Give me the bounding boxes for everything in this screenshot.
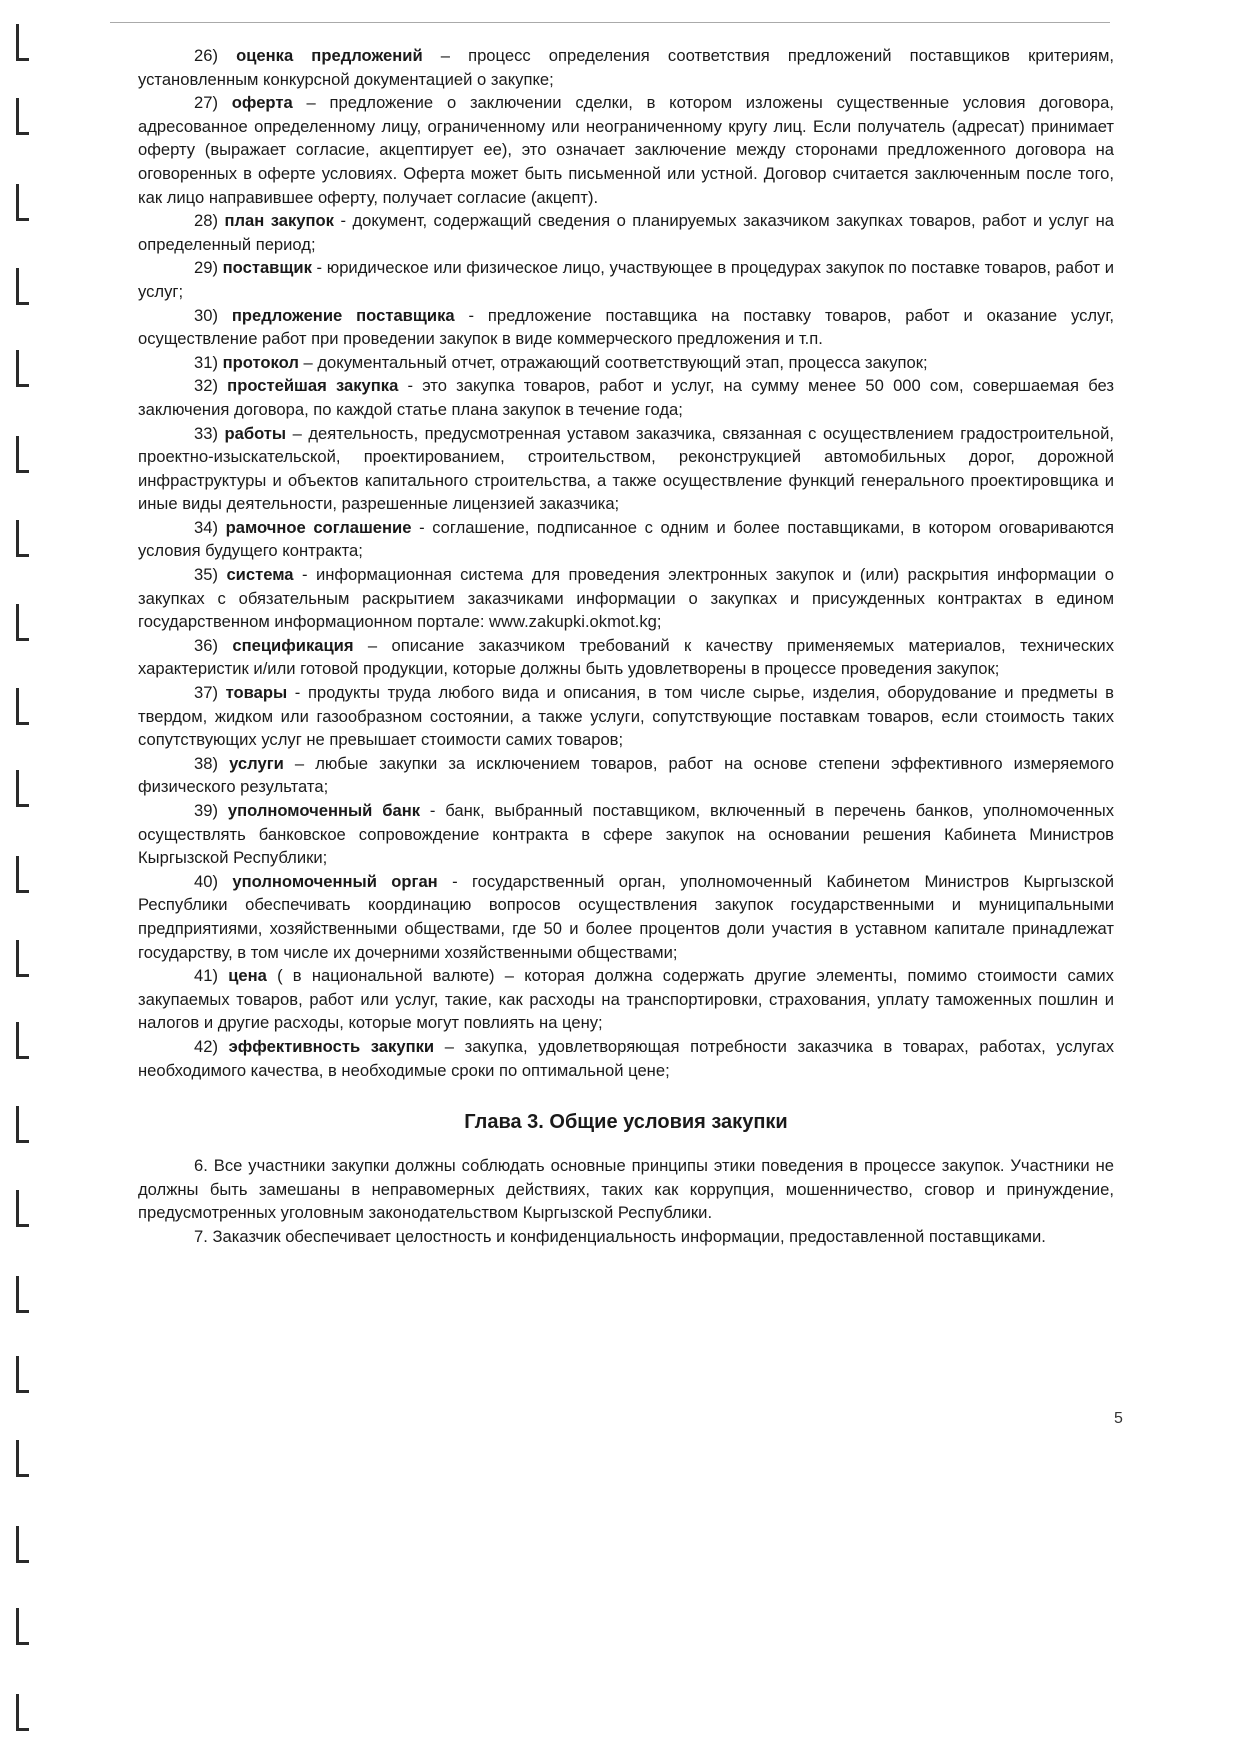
definition-term: уполномоченный орган bbox=[232, 871, 438, 891]
definition-term: оферта bbox=[231, 93, 293, 113]
definition-term: предложение поставщика bbox=[231, 305, 455, 325]
binding-mark bbox=[16, 1356, 29, 1393]
definition-item: 42) эффективность закупки – закупка, удовлетворяющая потребности заказчика в товарах, работах, услугах необходимого качества, в необходимые сроки по оптимальной цене; bbox=[138, 1036, 1114, 1080]
definition-term: спецификация bbox=[232, 635, 354, 655]
binding-marks bbox=[0, 0, 60, 1752]
document-body bbox=[138, 44, 1114, 1249]
definition-term: эффективность закупки bbox=[228, 1036, 435, 1056]
definition-item: 35) система - информационная система для проведения электронных закупок и (или) раскрытия информации о закупках с обязательным раскрытием заказчиками информации о закупках и присужденных контрактах в едином государственном информационном портале: www.zakupki.okmot.kg; bbox=[138, 565, 1114, 632]
definition-item: 38) услуги – любые закупки за исключением товаров, работ на основе степени эффективного измеряемого физического результата; bbox=[138, 753, 1114, 797]
binding-mark bbox=[16, 350, 29, 387]
definition-term: уполномоченный банк bbox=[227, 801, 421, 820]
definition-item: 34) рамочное соглашение - соглашение, подписанное с одним и более поставщиками, в котором оговариваются условия будущего контракта; bbox=[138, 517, 1114, 561]
binding-mark bbox=[16, 1022, 29, 1059]
definition-term: работы bbox=[224, 423, 287, 443]
binding-mark bbox=[16, 268, 29, 305]
definition-term: оценка предложений bbox=[236, 46, 423, 65]
definition-item: 39) уполномоченный банк - банк, выбранный поставщиком, включенный в перечень банков, уполномоченных осуществлять банковское сопровождение контракта в сфере закупок на основании решения Кабинета Министров Кыргызской Республики; bbox=[138, 801, 1114, 868]
clause-item: 7. Заказчик обеспечивает целостность и конфиденциальность информации, предоставленной поставщиками. bbox=[194, 1226, 1046, 1246]
definition-item: 32) простейшая закупка - это закупка товаров, работ и услуг, на сумму менее 50 000 сом, совершаемая без заключения договора, по каждой статье плана закупок в течение года; bbox=[138, 376, 1114, 419]
definition-item: 27) оферта – предложение о заключении сделки, в котором изложены существенные условия договора, адресованное определенному лицу, ограниченному или неограниченному кругу лиц. Если получатель (адресат) принимает оферту (выражает согласие, акцептирует ее), это означает заключение между сторонами предложенного договора на оговоренных в оферте условиях. Оферта может быть письменной или устной. Договор считается заключенным после того, как лицо направившее оферту, получает согласие (акцепт). bbox=[138, 93, 1114, 207]
chapter-heading: Глава 3. Общие условия закупки bbox=[464, 1111, 788, 1134]
top-edge-line bbox=[110, 22, 1110, 23]
definition-item: 40) уполномоченный орган - государственный орган, уполномоченный Кабинетом Министров Кыргызской Республики обеспечивать координацию вопросов осуществления закупок государственными и муниципальными предприятиями, хозяйственными обществами, где 50 и более процентов доли участия в уставном капитале принадлежат государству, в том числе их дочерними хозяйственными обществами; bbox=[138, 871, 1114, 962]
binding-mark bbox=[16, 1106, 29, 1143]
definition-item: 30) предложение поставщика - предложение поставщика на поставку товаров, работ и оказание услуг, осуществление работ при проведении закупок в виде коммерческого предложения и т.п. bbox=[138, 305, 1114, 349]
binding-mark bbox=[16, 1694, 29, 1731]
binding-mark bbox=[16, 436, 29, 473]
definition-term: система bbox=[226, 565, 294, 585]
definition-item: 36) спецификация – описание заказчиком требований к качеству применяемых материалов, технических характеристик и/или готовой продукции, которые должны быть удовлетворены в процессе проведения закупок; bbox=[138, 635, 1114, 679]
binding-mark bbox=[16, 940, 29, 977]
definition-term: цена bbox=[228, 966, 267, 986]
binding-mark bbox=[16, 1276, 29, 1313]
definition-item: 31) протокол – документальный отчет, отражающий соответствующий этап, процесса закупок; bbox=[194, 352, 928, 372]
definitions-list bbox=[138, 44, 1114, 1082]
binding-mark bbox=[16, 770, 29, 807]
definition-item: 28) план закупок - документ, содержащий сведения о планируемых заказчиком закупках товаров, работ и услуг на определенный период; bbox=[138, 211, 1114, 254]
definition-term: товары bbox=[225, 683, 288, 703]
binding-mark bbox=[16, 184, 29, 221]
binding-mark bbox=[16, 1190, 29, 1227]
binding-mark bbox=[16, 604, 29, 641]
binding-mark bbox=[16, 856, 29, 893]
binding-mark bbox=[16, 1440, 29, 1477]
clause-item: 6. Все участники закупки должны соблюдать основные принципы этики поведения в процессе закупок. Участники не должны быть замешаны в неправомерных действиях, таких как коррупция, мошенничество, сговор и принуждение, предусмотренных уголовным законодательством Кыргызской Республики. bbox=[138, 1156, 1114, 1223]
binding-mark bbox=[16, 688, 29, 725]
definition-item: 41) цена ( в национальной валюте) – которая должна содержать другие элементы, помимо стоимости самих закупаемых товаров, работ или услуг, такие, как расходы на транспортировки, страхования, уплату таможенных пошлин и налогов и другие расходы, которые могут повлиять на цену; bbox=[138, 966, 1114, 1033]
definition-item: 37) товары - продукты труда любого вида и описания, в том числе сырье, изделия, оборудование и предметы в твердом, жидком или газообразном состоянии, а также услуги, сопутствующие поставкам товаров, если стоимость таких сопутствующих услуг не превышает стоимости самих товаров; bbox=[138, 683, 1114, 750]
binding-mark bbox=[16, 520, 29, 557]
definition-term: поставщик bbox=[222, 258, 312, 278]
clauses-list bbox=[138, 1154, 1114, 1248]
binding-mark bbox=[16, 1608, 29, 1645]
page-number: 5 bbox=[1114, 1410, 1123, 1427]
definition-term: протокол bbox=[222, 352, 299, 372]
definition-term: рамочное соглашение bbox=[225, 517, 412, 537]
binding-mark bbox=[16, 1526, 29, 1563]
definition-term: план закупок bbox=[224, 211, 334, 231]
definition-term: услуги bbox=[229, 753, 284, 773]
definition-item: 33) работы – деятельность, предусмотренная уставом заказчика, связанная с осуществлением градостроительной, проектно-изыскательской, проектированием, строительством, реконструкцией автомобильных дорог, дорожной инфраструктуры и объектов капитального строительства, а также осуществление функций генерального проектировщика и иные виды деятельности, разрешенные лицензией заказчика; bbox=[138, 423, 1114, 514]
definition-item: 29) поставщик - юридическое или физическое лицо, участвующее в процедурах закупок по поставке товаров, работ и услуг; bbox=[138, 258, 1115, 301]
binding-mark bbox=[16, 24, 29, 61]
binding-mark bbox=[16, 98, 29, 135]
definition-item: 26) оценка предложений – процесс определения соответствия предложений поставщиков критериям, установленным конкурсной документацией о закупке; bbox=[138, 46, 1114, 89]
definition-term: простейшая закупка bbox=[227, 376, 399, 396]
